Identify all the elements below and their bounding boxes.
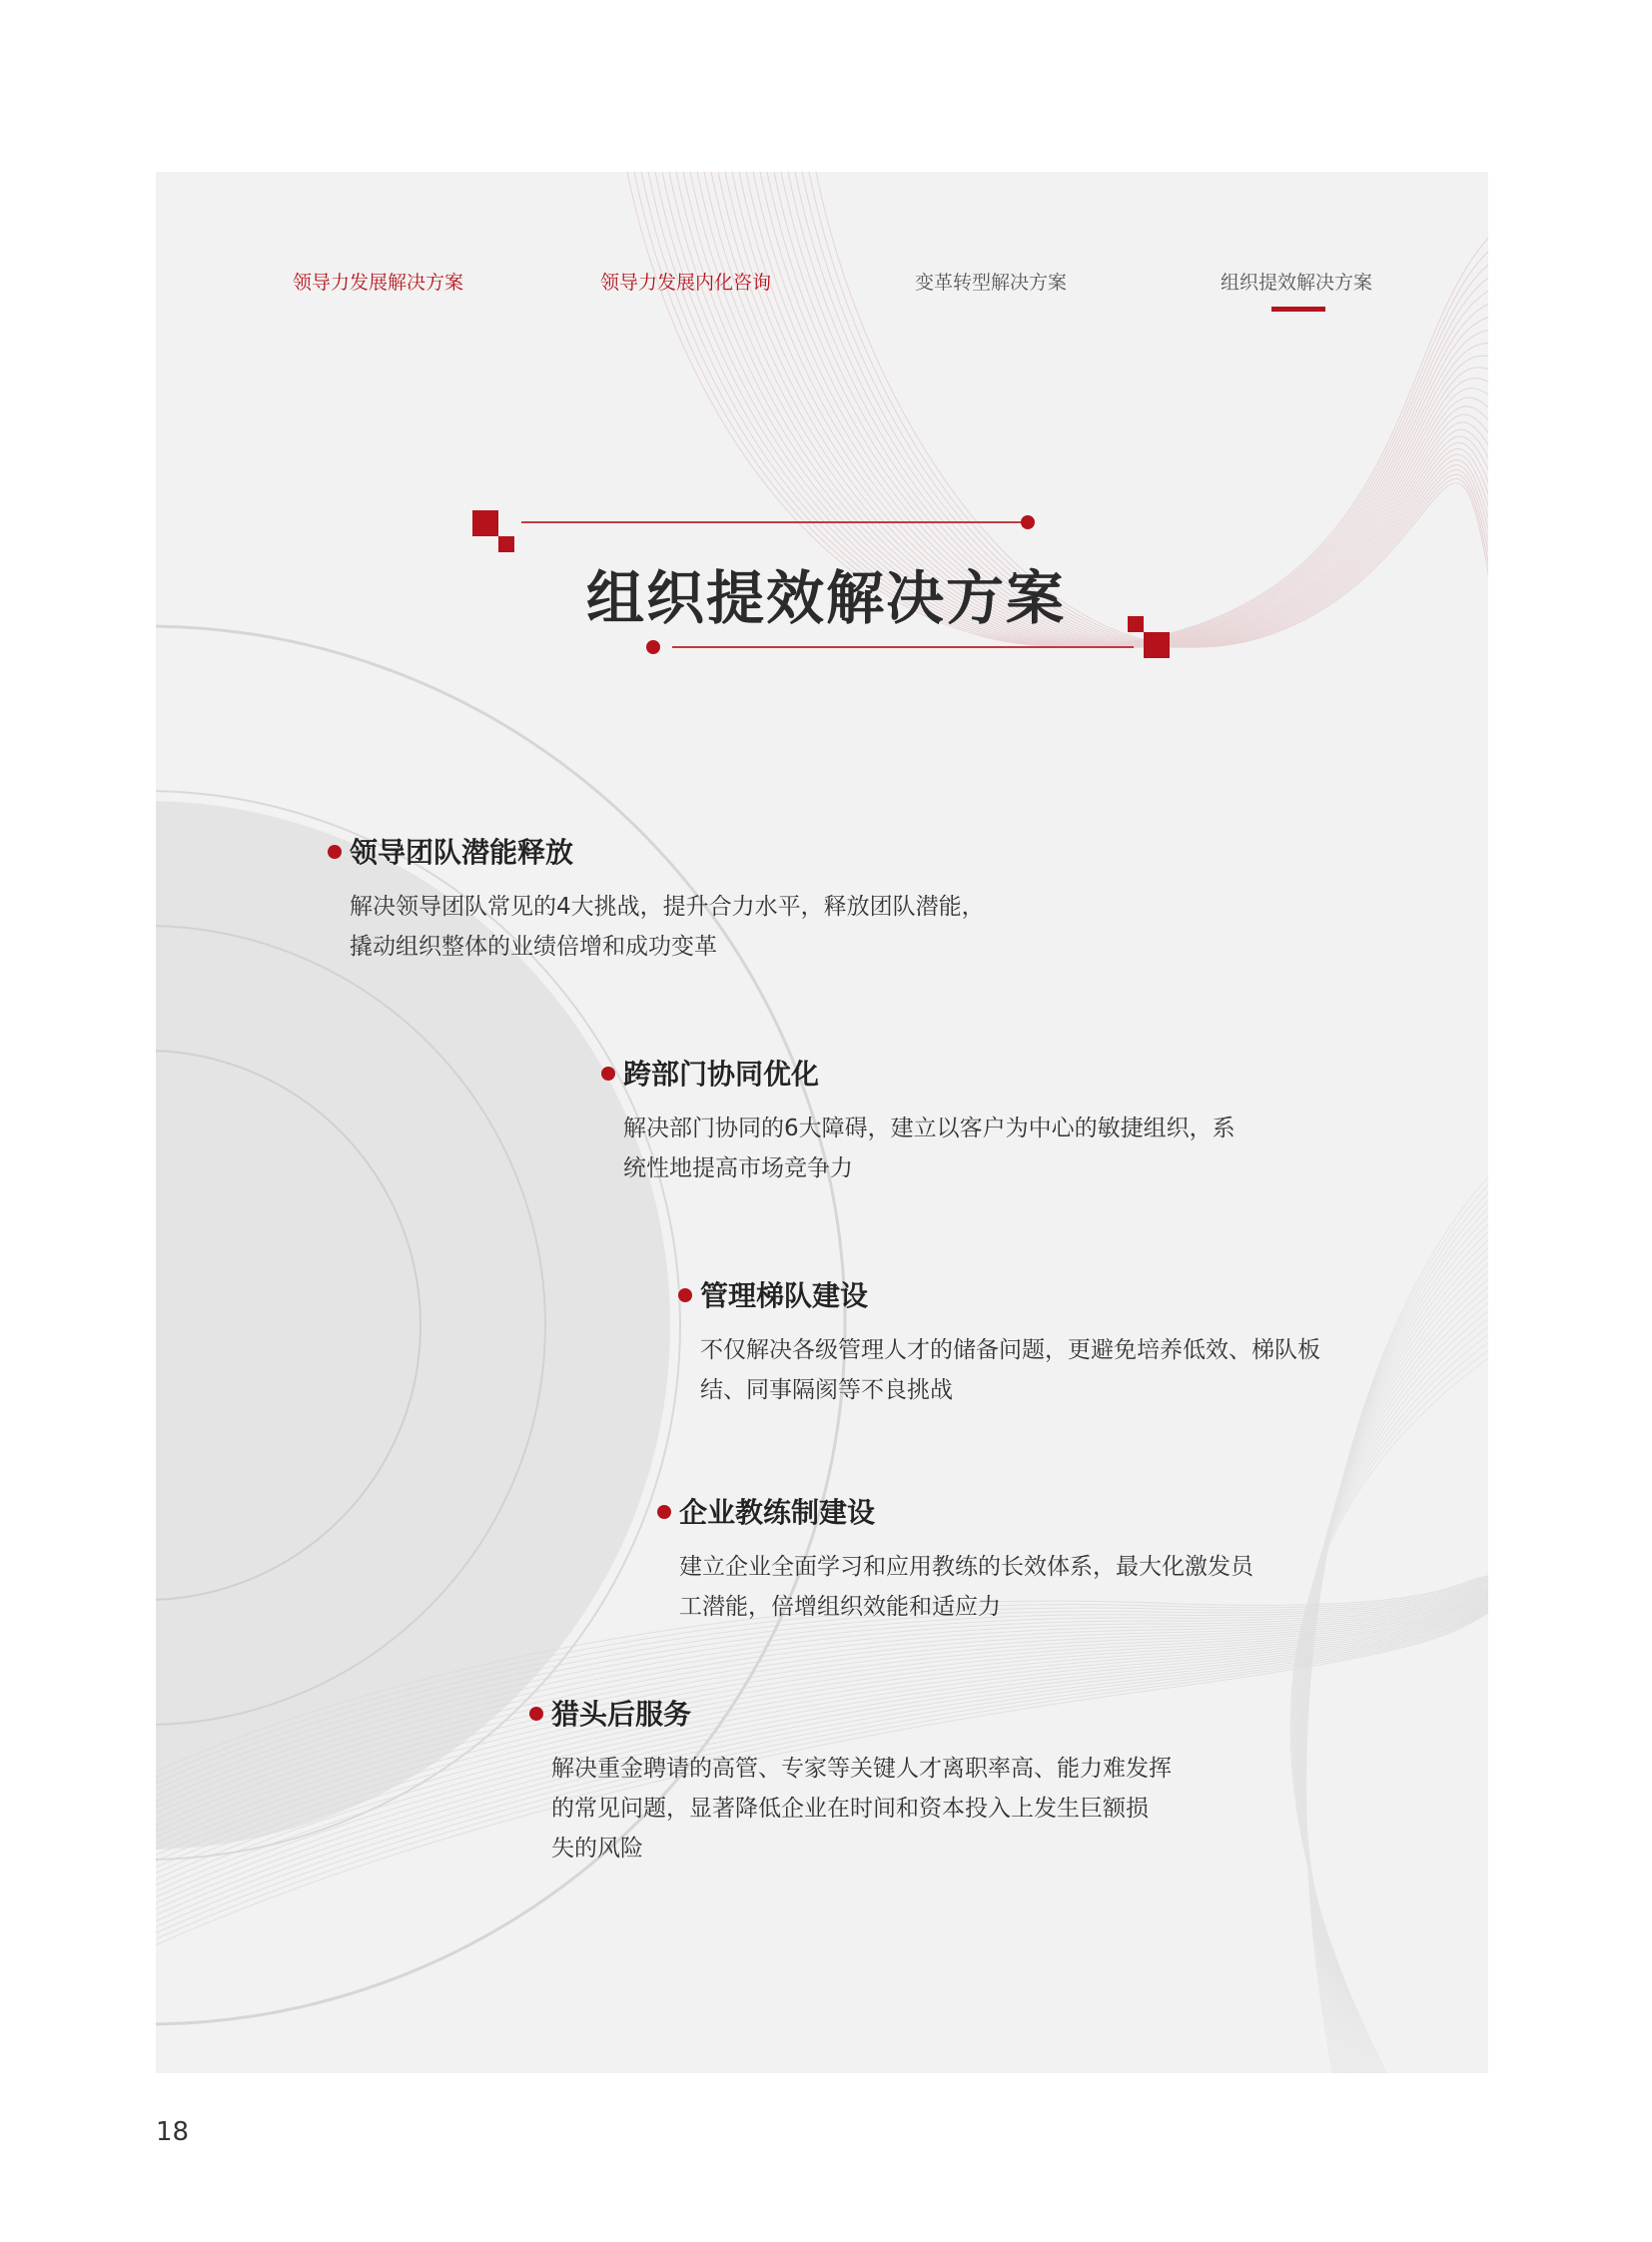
section-line: 统性地提高市场竞争力 bbox=[623, 1155, 853, 1181]
title-dot-bottom bbox=[646, 640, 660, 654]
title-square-small-right bbox=[1128, 616, 1144, 632]
active-tab-indicator bbox=[1271, 307, 1325, 312]
section-line: 工潜能，倍增组织效能和适应力 bbox=[679, 1594, 1001, 1620]
section-leadership-team bbox=[328, 831, 985, 967]
title-line-bottom bbox=[672, 646, 1134, 648]
section-line: 解决部门协同的6大障碍，建立以客户为中心的敏捷组织，系 bbox=[623, 1116, 1236, 1141]
bullet-dot bbox=[328, 845, 342, 859]
title-square-large-left bbox=[472, 510, 498, 536]
section-body bbox=[623, 1109, 1236, 1188]
tab-organization-efficiency[interactable]: 组织提效解决方案 bbox=[1221, 272, 1373, 294]
section-body bbox=[551, 1749, 1172, 1868]
section-coaching-system bbox=[657, 1491, 1253, 1627]
title-square-small-left bbox=[498, 536, 514, 552]
title-dot-top bbox=[1021, 515, 1035, 529]
section-line: 失的风险 bbox=[551, 1836, 643, 1862]
section-line: 解决领导团队常见的4大挑战，提升合力水平，释放团队潜能， bbox=[350, 894, 985, 920]
section-line: 结、同事隔阂等不良挑战 bbox=[700, 1377, 953, 1403]
section-post-headhunting bbox=[529, 1693, 1172, 1868]
section-line: 解决重金聘请的高管、专家等关键人才离职率高、能力难发挥 bbox=[551, 1756, 1172, 1782]
page-number: 18 bbox=[156, 2117, 190, 2147]
section-title: 猎头后服务 bbox=[551, 1698, 692, 1731]
bullet-dot bbox=[601, 1067, 615, 1081]
title-line-top bbox=[521, 521, 1021, 523]
tab-transformation[interactable]: 变革转型解决方案 bbox=[915, 272, 1068, 294]
section-line: 的常见问题，显著降低企业在时间和资本投入上发生巨额损 bbox=[551, 1796, 1149, 1822]
title-square-large-right bbox=[1144, 632, 1170, 658]
tab-leadership-internalization[interactable]: 领导力发展内化咨询 bbox=[600, 272, 772, 294]
section-body bbox=[350, 887, 985, 967]
section-title: 跨部门协同优化 bbox=[623, 1058, 820, 1091]
section-line: 不仅解决各级管理人才的储备问题，更避免培养低效、梯队板 bbox=[700, 1337, 1320, 1363]
page-title: 组织提效解决方案 bbox=[585, 564, 1066, 632]
section-body bbox=[700, 1330, 1320, 1410]
bullet-dot bbox=[657, 1505, 671, 1519]
bullet-dot bbox=[529, 1707, 543, 1721]
section-title: 企业教练制建设 bbox=[679, 1496, 876, 1529]
section-cross-department bbox=[601, 1053, 1236, 1188]
bullet-dot bbox=[678, 1288, 692, 1302]
section-management-pipeline bbox=[678, 1274, 1320, 1410]
section-title: 管理梯队建设 bbox=[700, 1279, 869, 1312]
section-line: 撬动组织整体的业绩倍增和成功变革 bbox=[350, 934, 717, 960]
section-title: 领导团队潜能释放 bbox=[350, 836, 574, 869]
section-line: 建立企业全面学习和应用教练的长效体系，最大化激发员 bbox=[679, 1554, 1253, 1580]
tab-leadership-development[interactable]: 领导力发展解决方案 bbox=[293, 272, 464, 294]
section-body bbox=[679, 1547, 1253, 1627]
